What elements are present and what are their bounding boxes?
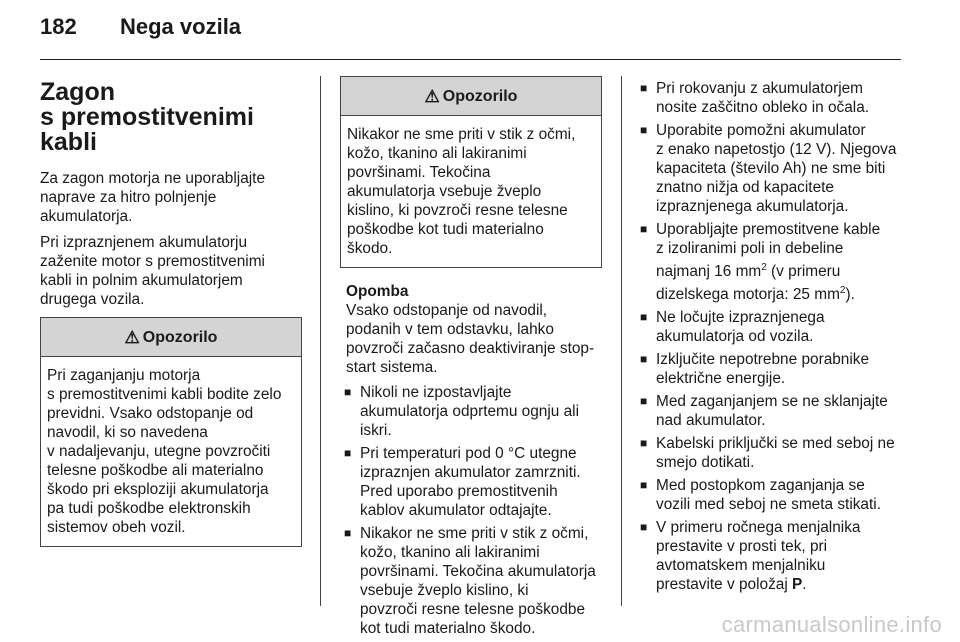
list-item	[636, 518, 906, 594]
page-title: Zagon s premostitvenimi kabli	[40, 78, 254, 156]
list-item-text: (v primeru dizelskega motorja: 25 mm	[656, 263, 841, 304]
warning-triangle-icon: ⚠	[124, 327, 140, 347]
superscript: 2	[761, 262, 767, 273]
warning-triangle-icon: ⚠	[424, 86, 440, 106]
list-item-text: .	[802, 576, 807, 594]
list-item: ■ Uporabite pomožni akumulator z enako napetostjo (12 V). Njegova kapaciteta (število Ah) ne sme biti znatno nižja od kapacitete izpraznjenega akumulatorja.	[636, 121, 906, 216]
list-item-text: V primeru ročnega menjalnika prestavite v prosti tek, pri avtomatskem menjalniku prestavite v položaj	[656, 519, 861, 594]
warning-box-2	[340, 76, 602, 268]
warning-header	[341, 77, 601, 116]
list-item-text: ).	[845, 286, 855, 304]
header-rule	[40, 59, 901, 60]
list-item: ■ Med zaganjanjem se ne sklanjajte nad akumulator.	[636, 392, 906, 430]
list-item: ■ Izključite nepotrebne porabnike električne energije.	[636, 350, 906, 388]
page-header	[40, 14, 241, 40]
left-column	[40, 76, 302, 547]
right-column	[636, 79, 906, 598]
intro-paragraph-1: Za zagon motorja ne uporabljajte naprave za hitro polnjenje akumulatorja.	[40, 170, 266, 225]
list-item: ■ Kabelski priključki se med seboj ne smejo dotikati.	[636, 434, 906, 472]
gear-position-label: P	[792, 576, 803, 594]
right-bullet-list	[636, 79, 906, 594]
note-heading: Opomba	[346, 283, 409, 300]
column-divider-1	[320, 76, 321, 606]
watermark: carmanualsonline.info	[721, 612, 942, 637]
warning-heading: Opozorilo	[442, 87, 518, 105]
list-item	[636, 220, 906, 304]
list-item: ■ Nikakor ne sme priti v stik z očmi, kožo, tkanino ali lakiranimi površinami. Tekočina akumulatorja vsebuje žveplo kislino, ki povzroči resne telesne poškodbe kot tudi materialno škodo.	[340, 524, 602, 638]
list-item: ■ Pri rokovanju z akumulatorjem nosite zaščitno obleko in očala.	[636, 79, 906, 117]
intro-paragraph-2: Pri izpraznjenem akumulatorju zaženite motor s premostitvenimi kabli in polnim akumulatorjem drugega vozila.	[40, 234, 265, 308]
page-number: 182	[40, 14, 77, 39]
list-item: ■ Med postopkom zaganjanja se vozili med seboj ne smeta stikati.	[636, 476, 906, 514]
middle-column	[340, 76, 602, 642]
warning-box-1	[40, 317, 302, 547]
section-title: Nega vozila	[120, 14, 242, 39]
note-text: Vsako odstopanje od navodil, podanih v tem odstavku, lahko povzroči začasno deaktiviranje stop- start sistema.	[346, 302, 595, 376]
warning-heading: Opozorilo	[142, 328, 218, 346]
list-item: ■ Ne ločujte izpraznjenega akumulatorja od vozila.	[636, 308, 906, 346]
superscript: 2	[839, 285, 846, 297]
list-item-text: Uporabljajte premostitvene kable z izoliranimi poli in debeline najmanj 16 mm	[656, 221, 881, 281]
warning-text: Pri zaganjanju motorja s premostitvenimi kabli bodite zelo previdni. Vsako odstopanje od navodil, ki so navedena v nadaljevanju, utegne povzročiti telesne poškodbe ali materialno škodo pri eksploziji akumulatorja pa tudi poškodbe elektronskih sistemov obeh vozil.	[47, 367, 282, 536]
warning-text: Nikakor ne sme priti v stik z očmi, kožo, tkanino ali lakiranimi površinami. Tekočina akumulatorja vsebuje žveplo kislino, ki povzroči resne telesne poškodbe kot tudi materialno škodo.	[347, 126, 576, 257]
warning-header	[41, 318, 301, 357]
column-divider-2	[621, 76, 622, 606]
list-item: ■ Nikoli ne izpostavljajte akumulatorja odprtemu ognju ali iskri.	[340, 383, 602, 440]
middle-bullet-list	[340, 383, 602, 638]
list-item: ■ Pri temperaturi pod 0 °C utegne izpraznjen akumulator zamrzniti. Pred uporabo premostitvenih kablov akumulator odtajajte.	[340, 444, 602, 520]
